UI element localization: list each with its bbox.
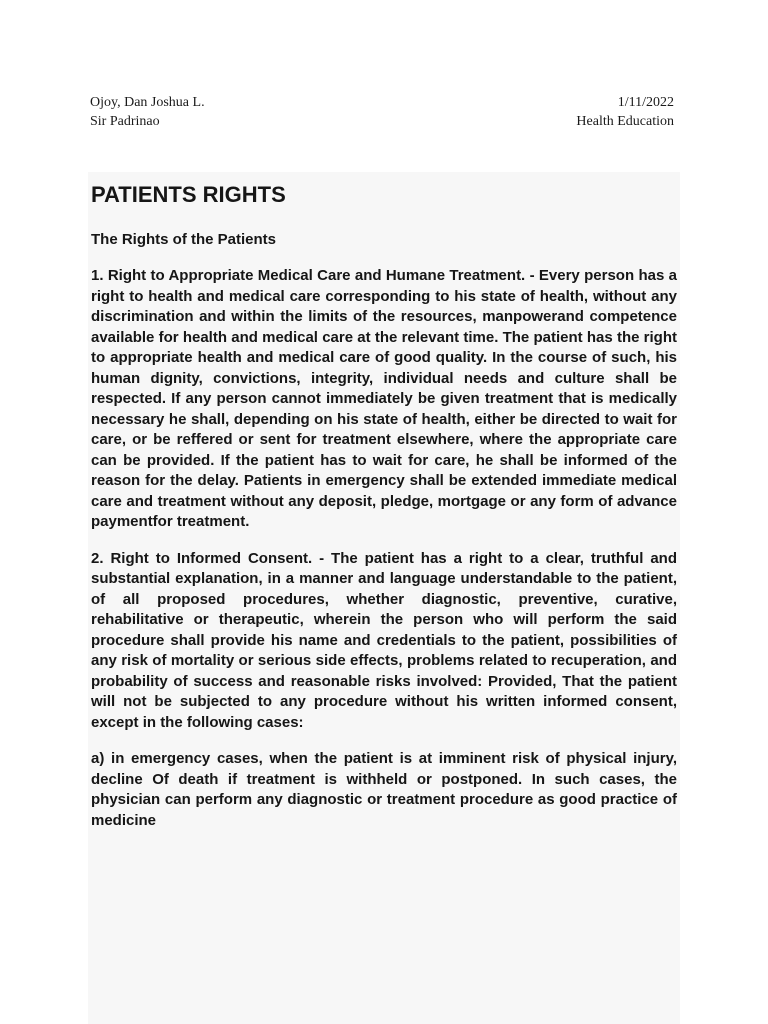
subject-name: Health Education [576,114,674,129]
instructor-name: Sir Padrinao [90,114,160,129]
header-row-top [90,93,674,112]
header-row-bottom [90,112,674,131]
document-header [90,93,674,131]
paragraph-right-to-informed-consent: 2. Right to Informed Consent. - The patient has a right to a clear, truthful and substantial explanation, in a manner and language understandable to the patient, of all proposed procedures, whether diagnostic, preventive, curative, rehabilitative or therapeutic, wherein the person who will perform the said procedure shall provide his name and credentials to the patient, possibilities of any risk of mortality or serious side effects, problems related to recuperation, and probability of success and reasonable risks involved: Provided, That the patient will not be subjected to any procedure without his written informed consent, except in the following cases: [91,549,677,731]
section-title: The Rights of the Patients [91,231,277,248]
document-body [88,172,680,1024]
page-title: PATIENTS RIGHTS [91,182,286,207]
paragraph-right-to-medical-care: 1. Right to Appropriate Medical Care and Humane Treatment. - Every person has a right to health and medical care corresponding to his state of health, without any discrimination and within the limits of the resources, manpowerand competence available for health and medical care at the relevant time. The patient has the right to appropriate health and medical care of good quality. In the course of such, his human dignity, convictions, integrity, individual needs and culture shall be respected. If any person cannot immediately be given treatment that is medically necessary he shall, depending on his state of health, either be directed to wait for care, or be reffered or sent for treatment elsewhere, where the appropriate care can be provided. If the patient has to wait for care, he shall be informed of the reason for the delay. Patients in emergency shall be extended immediate medical care and treatment without any deposit, pledge, mortgage or any form of advance paymentfor treatment. [91,267,677,530]
author-name: Ojoy, Dan Joshua L. [90,95,205,110]
paragraph-emergency-case: a) in emergency cases, when the patient is at imminent risk of physical injury, decline Of death if treatment is withheld or postponed. In such cases, the physician can perform any diagnostic or treatment procedure as good practice of medicine [91,750,677,829]
document-date: 1/11/2022 [617,95,674,110]
